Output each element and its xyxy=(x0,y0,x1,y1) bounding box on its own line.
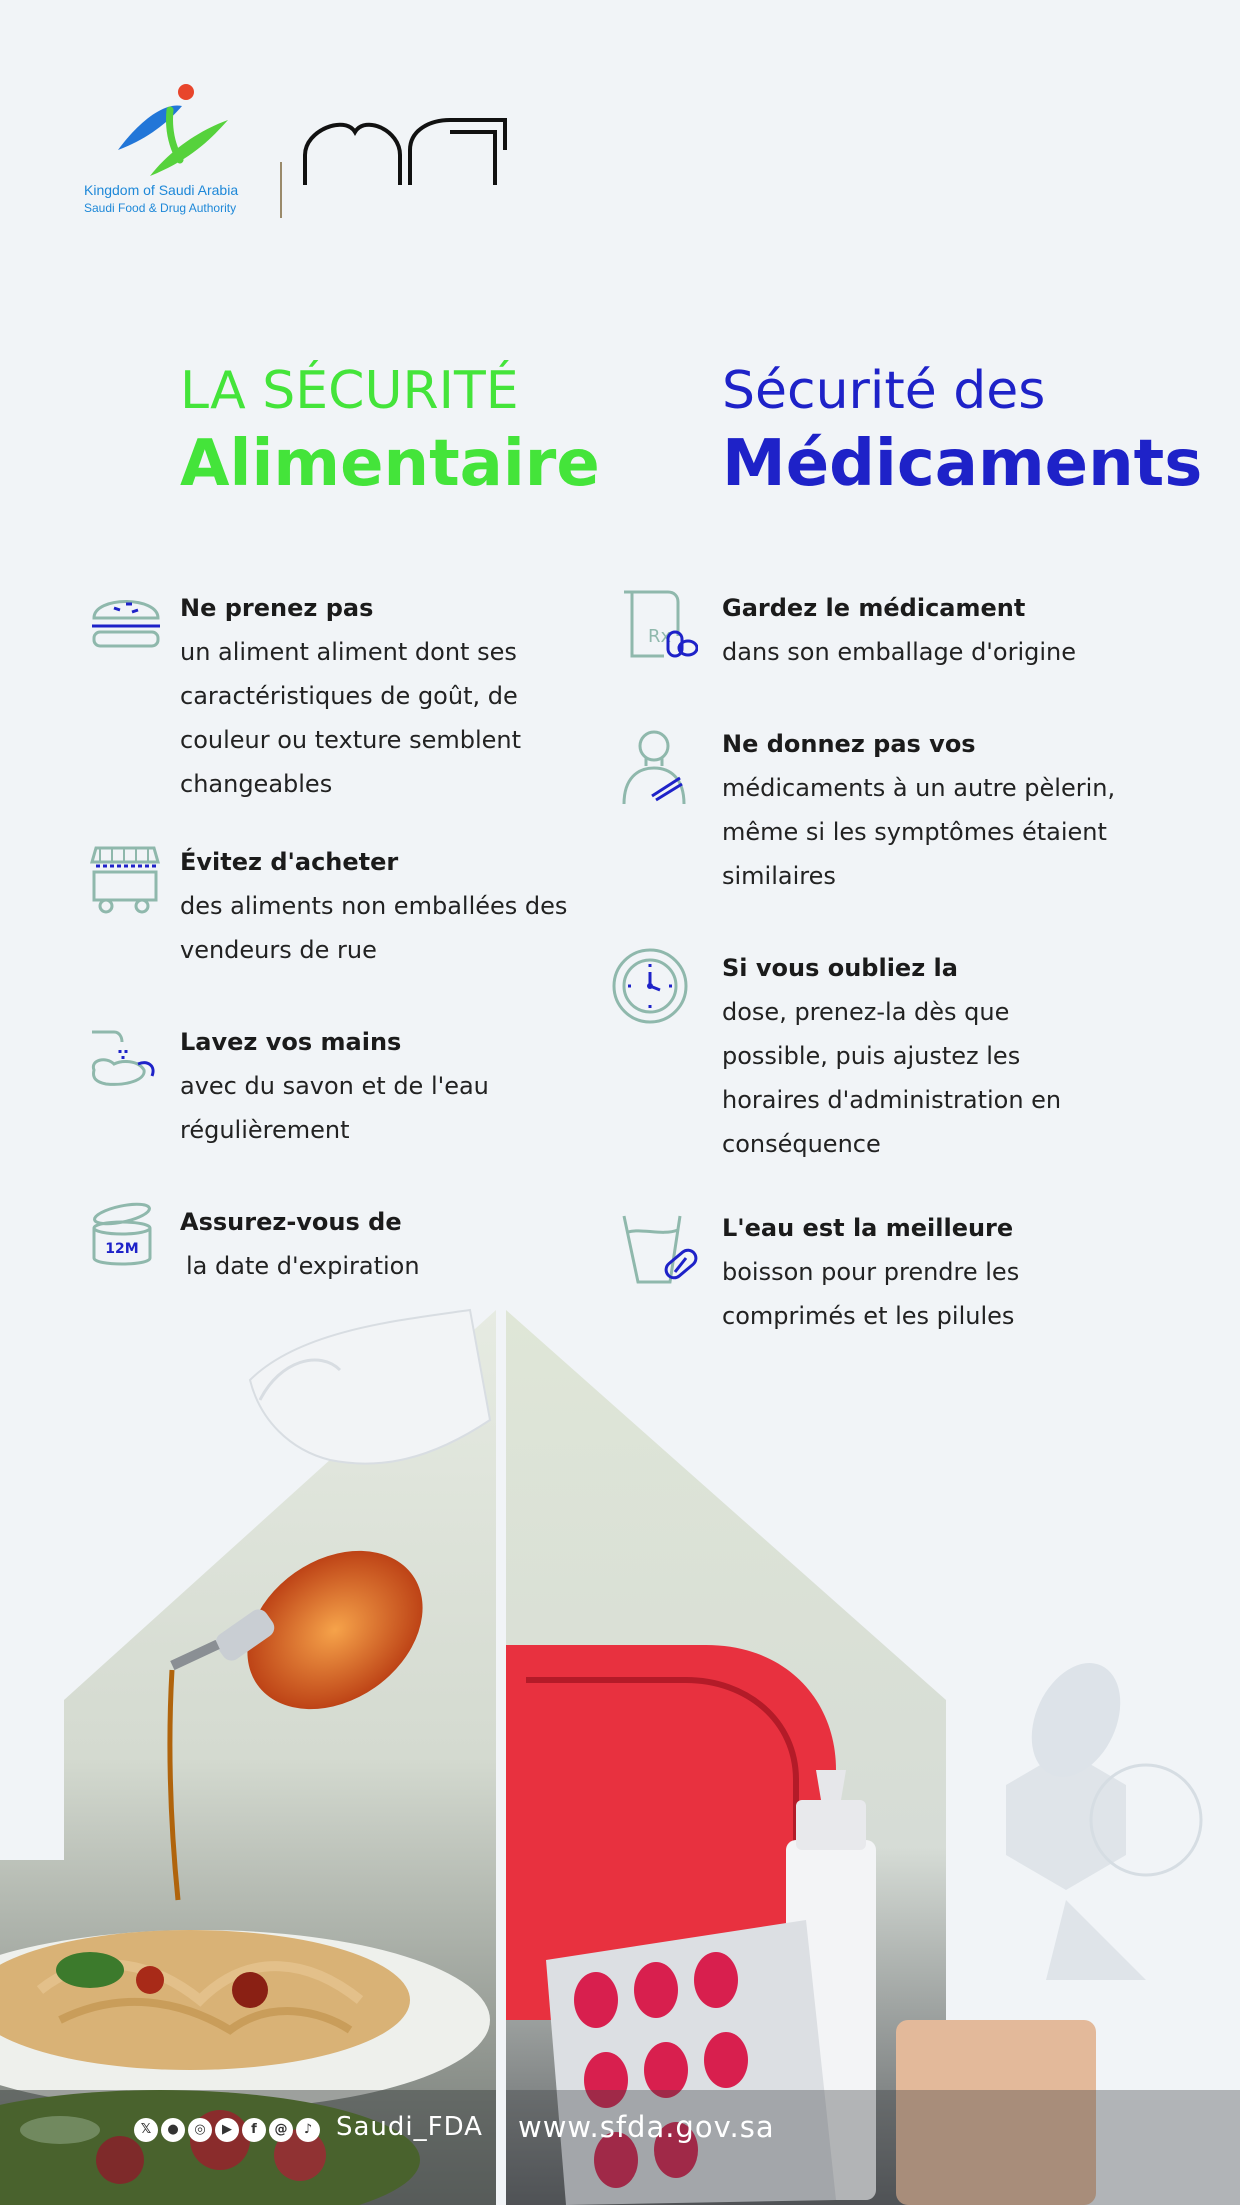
prescription-icon xyxy=(618,586,698,666)
website-link[interactable]: www.sfda.gov.sa xyxy=(518,2110,775,2144)
med-tip-2 xyxy=(722,722,1122,898)
snapchat-icon[interactable]: ● xyxy=(161,2118,185,2142)
social-handle[interactable]: Saudi_FDA xyxy=(336,2112,483,2142)
expiry-can-icon xyxy=(86,1196,166,1276)
instagram-icon[interactable]: ◎ xyxy=(188,2118,212,2142)
tip-heading: Ne prenez pas xyxy=(180,594,374,622)
food-tip-2 xyxy=(180,840,580,972)
food-tip-3 xyxy=(180,1020,580,1152)
tip-heading: Ne donnez pas vos xyxy=(722,730,976,758)
photo-area xyxy=(0,1300,1240,2205)
tip-body: un aliment aliment dont ses caractéristiques de goût, de couleur ou texture semblent changeables xyxy=(180,638,522,798)
sfda-emblem-icon xyxy=(110,80,240,180)
tip-body: dose, prenez-la dès que possible, puis ajustez les horaires d'administration en conséquence xyxy=(722,998,1062,1158)
food-photo xyxy=(0,1300,496,2205)
medicine-safety-title xyxy=(722,360,1202,506)
food-title-bold: Alimentaire xyxy=(180,427,600,501)
tip-heading: Lavez vos mains xyxy=(180,1028,402,1056)
tip-heading: Gardez le médicament xyxy=(722,594,1026,622)
youtube-icon[interactable]: ▶ xyxy=(215,2118,239,2142)
sfda-logo xyxy=(80,80,270,220)
tip-body: avec du savon et de l'eau régulièrement xyxy=(180,1072,489,1144)
tip-heading: Assurez-vous de xyxy=(180,1208,402,1236)
sfda-authority-text: Saudi Food & Drug Authority xyxy=(84,201,237,215)
x-twitter-icon[interactable]: 𝕏 xyxy=(134,2118,158,2142)
med-title-bold: Médicaments xyxy=(722,427,1203,501)
med-tip-1 xyxy=(648,586,1122,674)
medicine-photo xyxy=(506,1300,1240,2205)
threads-icon[interactable]: @ xyxy=(269,2118,293,2142)
clock-icon xyxy=(612,946,692,1026)
facebook-icon[interactable]: f xyxy=(242,2118,266,2142)
medicine-illustration xyxy=(506,1300,1240,2205)
tip-heading: L'eau est la meilleure xyxy=(722,1214,1014,1242)
tip-body: la date d'expiration xyxy=(186,1252,420,1280)
hand-washing-icon xyxy=(86,1020,166,1100)
footer-bar xyxy=(0,2100,1240,2160)
water-pill-icon xyxy=(618,1210,698,1290)
expiry-label: 12M xyxy=(105,1241,139,1257)
sfda-country-text: Kingdom of Saudi Arabia xyxy=(84,182,239,198)
food-cart-icon xyxy=(86,840,166,920)
food-tip-1 xyxy=(180,586,580,806)
tip-body: boisson pour prendre les comprimés et les pilules xyxy=(722,1258,1020,1330)
arch-emblem-icon xyxy=(300,110,520,190)
social-icons xyxy=(134,2118,320,2144)
burger-icon xyxy=(86,586,166,666)
logo-divider xyxy=(280,162,282,218)
med-title-light: Sécurité des xyxy=(722,361,1046,421)
tip-body: des aliments non emballées des vendeurs de rue xyxy=(180,892,568,964)
person-icon xyxy=(618,726,698,806)
food-safety-title xyxy=(180,360,600,506)
tip-heading: Si vous oubliez la xyxy=(722,954,958,982)
ease-tranquility-logo xyxy=(295,110,555,230)
food-illustration xyxy=(0,1300,496,2205)
tiktok-icon[interactable]: ♪ xyxy=(296,2118,320,2142)
med-tip-3 xyxy=(722,946,1122,1166)
header-logos xyxy=(80,80,560,230)
tip-body: médicaments à un autre pèlerin, même si les symptômes étaient similaires xyxy=(722,774,1116,890)
food-title-light: LA SÉCURITÉ xyxy=(180,361,519,421)
svg-text:Rx: Rx xyxy=(648,626,672,647)
tip-body: dans son emballage d'origine xyxy=(722,638,1076,666)
tip-heading: Évitez d'acheter xyxy=(180,848,399,876)
food-tip-4 xyxy=(105,1200,580,1288)
